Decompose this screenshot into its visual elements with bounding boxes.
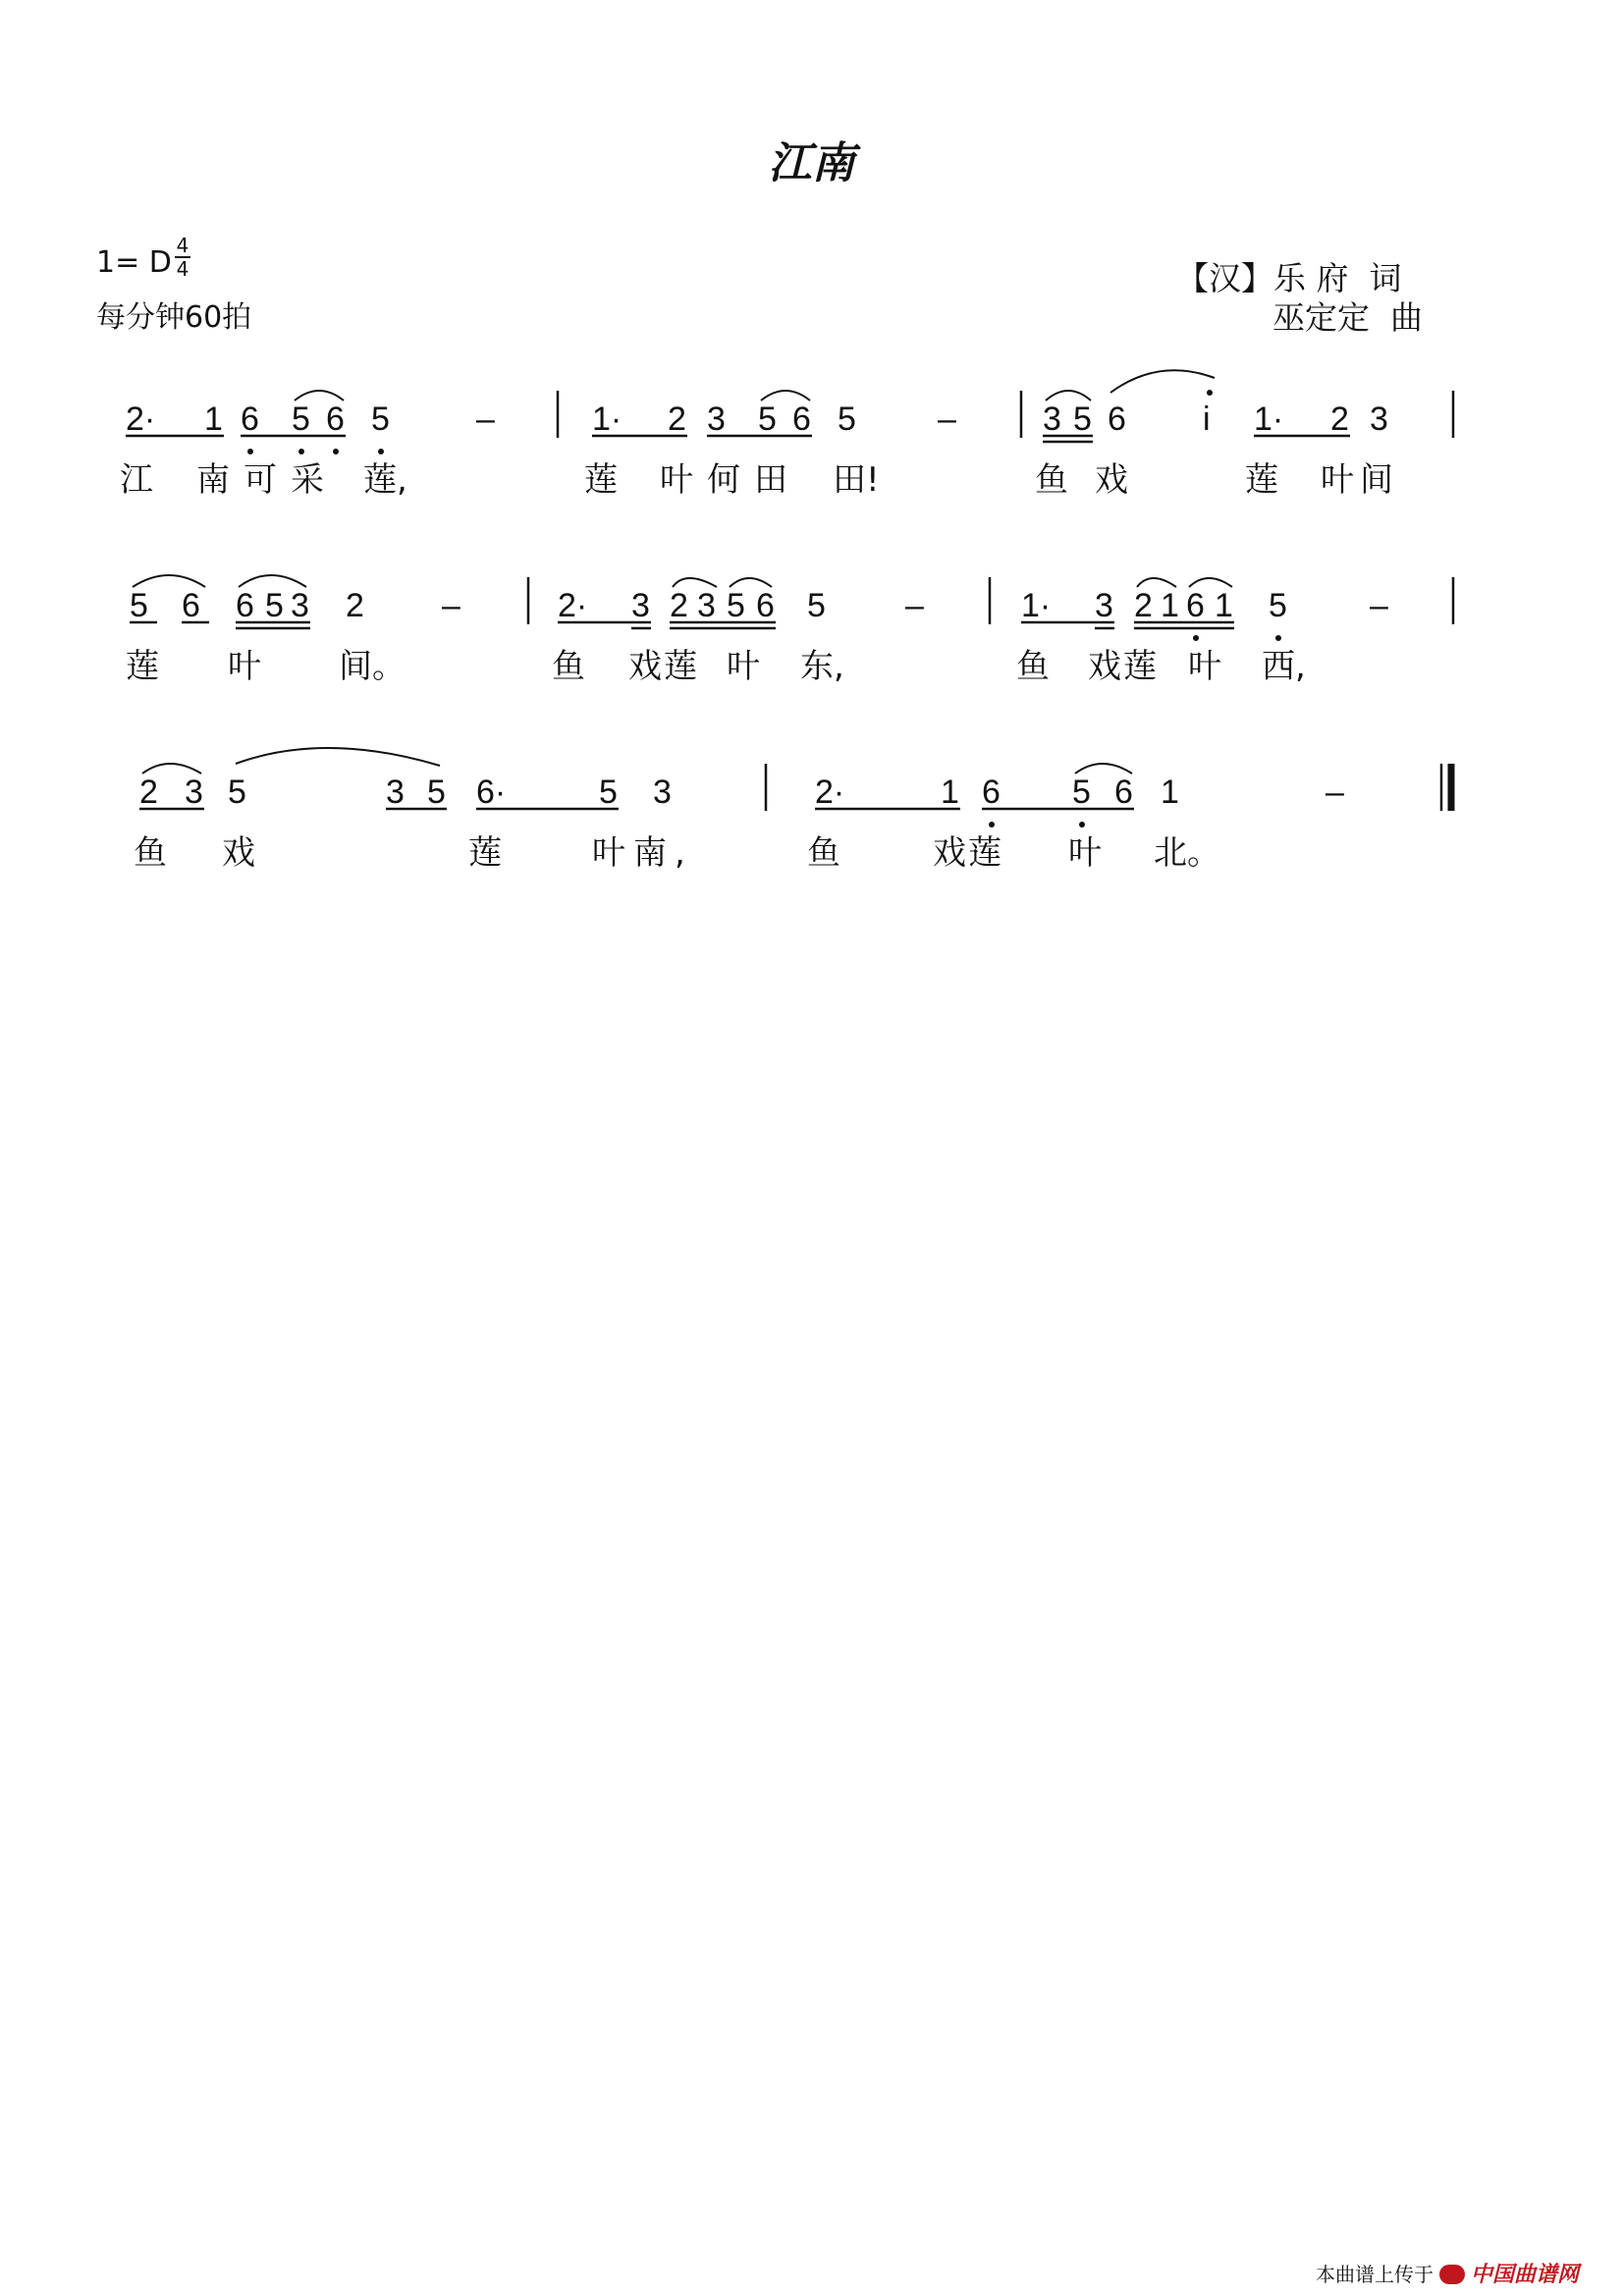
dash: – bbox=[1370, 587, 1388, 624]
note: 6 bbox=[756, 587, 775, 624]
note: 5 bbox=[130, 587, 148, 624]
footer-text: 本曲谱上传于 bbox=[1316, 2263, 1434, 2286]
note: 5 bbox=[758, 400, 777, 438]
lyric: 莲 bbox=[468, 833, 502, 873]
system-2 bbox=[126, 575, 1453, 686]
barlines bbox=[558, 391, 1453, 438]
note: 5 bbox=[1073, 400, 1092, 438]
lyric: 莲, bbox=[363, 460, 407, 500]
note: 1· bbox=[1021, 587, 1052, 624]
underlines bbox=[130, 622, 1234, 628]
note: 2 bbox=[670, 587, 688, 624]
composer-credit: 巫定定 曲 bbox=[1272, 298, 1423, 337]
lyric: 南可采 bbox=[196, 460, 338, 500]
note: 2 bbox=[346, 587, 364, 624]
system-1 bbox=[120, 370, 1453, 500]
key-signature: 1= D bbox=[96, 245, 172, 280]
note: 2 bbox=[1134, 587, 1153, 624]
lyric: 鱼 bbox=[807, 833, 840, 873]
lyric: 叶 bbox=[727, 647, 760, 686]
lyric: 戏 bbox=[222, 833, 255, 873]
note: 1 bbox=[1161, 587, 1179, 624]
lyric: 东, bbox=[800, 647, 844, 686]
lyric: 戏莲 bbox=[1088, 647, 1159, 686]
note: 5 bbox=[1269, 587, 1287, 624]
lyric: 西, bbox=[1262, 647, 1306, 686]
slurs bbox=[295, 370, 1215, 400]
note: 2· bbox=[815, 774, 845, 811]
note: i bbox=[1203, 400, 1211, 438]
note: 3 bbox=[386, 774, 405, 811]
lyric: 叶南, bbox=[592, 833, 693, 873]
note: 6 bbox=[182, 587, 200, 624]
note: 5 bbox=[1072, 774, 1091, 811]
note: 3 bbox=[1043, 400, 1061, 438]
barlines bbox=[528, 577, 1453, 624]
note: 6 bbox=[982, 774, 1001, 811]
note: 1· bbox=[1254, 400, 1284, 438]
lyric: 鱼 bbox=[134, 833, 167, 873]
lyric: 莲 bbox=[584, 460, 618, 500]
song-title: 江南 bbox=[768, 138, 855, 188]
lyric: 莲 bbox=[126, 647, 159, 686]
dash: – bbox=[938, 400, 956, 438]
tempo-marking: 每分钟60拍 bbox=[96, 300, 252, 335]
octave-dots bbox=[1193, 635, 1281, 641]
lyric: 鱼 bbox=[552, 647, 585, 686]
note: 5 bbox=[599, 774, 618, 811]
lyric: 叶 bbox=[1188, 647, 1221, 686]
note: 3 bbox=[1370, 400, 1388, 438]
note: 1· bbox=[592, 400, 622, 438]
note: 2 bbox=[139, 774, 158, 811]
note: 3 bbox=[185, 774, 203, 811]
note: 3 bbox=[653, 774, 672, 811]
lyric: 叶间 bbox=[1321, 460, 1399, 500]
note: 2 bbox=[1330, 400, 1349, 438]
note: 3 bbox=[697, 587, 716, 624]
lyric: 鱼 bbox=[1035, 460, 1068, 500]
jianpu-score bbox=[0, 0, 1623, 982]
time-signature-denominator: 4 bbox=[176, 257, 189, 281]
note: 6 bbox=[792, 400, 811, 438]
note: 6· bbox=[476, 774, 507, 811]
upload-footer bbox=[1316, 2258, 1579, 2288]
lyric: 叶 bbox=[228, 647, 261, 686]
note: 6 bbox=[1114, 774, 1133, 811]
slurs bbox=[133, 575, 1232, 587]
note: 1 bbox=[941, 774, 959, 811]
lyricist-credit: 【汉】乐 府 词 bbox=[1176, 259, 1402, 297]
note: 2· bbox=[126, 400, 156, 438]
lyric: 戏莲 bbox=[933, 833, 1003, 873]
lyric: 戏 bbox=[1095, 460, 1128, 500]
note: 5 bbox=[807, 587, 826, 624]
lyric: 江 bbox=[120, 460, 153, 500]
lyric: 莲 bbox=[1245, 460, 1278, 500]
note: 1 bbox=[1215, 587, 1233, 624]
dash: – bbox=[905, 587, 924, 624]
note: 3 bbox=[1095, 587, 1113, 624]
dash: – bbox=[1325, 774, 1344, 811]
site-brand[interactable]: 中国曲谱网 bbox=[1471, 2263, 1580, 2287]
site-logo-icon bbox=[1439, 2265, 1465, 2284]
note: 6 bbox=[241, 400, 259, 438]
lyric: 田! bbox=[833, 460, 880, 500]
note: 5 bbox=[292, 400, 310, 438]
note: 3 bbox=[291, 587, 309, 624]
note: 5 bbox=[265, 587, 284, 624]
note: 3 bbox=[707, 400, 726, 438]
lyric: 叶 bbox=[1068, 833, 1102, 873]
slurs bbox=[142, 748, 1132, 774]
note: 1 bbox=[1161, 774, 1179, 811]
note: 6 bbox=[326, 400, 345, 438]
dash: – bbox=[442, 587, 460, 624]
note: 5 bbox=[838, 400, 856, 438]
octave-dots bbox=[989, 822, 1085, 828]
note: 5 bbox=[228, 774, 246, 811]
lyric: 戏莲 bbox=[628, 647, 699, 686]
time-signature-numerator: 4 bbox=[176, 234, 189, 257]
note: 3 bbox=[631, 587, 650, 624]
lyric: 叶何田 bbox=[660, 460, 801, 500]
octave-dots bbox=[247, 390, 1213, 454]
note: 5 bbox=[427, 774, 446, 811]
system-3 bbox=[134, 748, 1451, 873]
note: 6 bbox=[1108, 400, 1126, 438]
barlines bbox=[766, 764, 1451, 811]
note: 5 bbox=[727, 587, 745, 624]
note: 6 bbox=[1186, 587, 1205, 624]
note: 2· bbox=[558, 587, 588, 624]
note: 2 bbox=[668, 400, 686, 438]
lyric: 北。 bbox=[1154, 833, 1220, 873]
dash: – bbox=[476, 400, 495, 438]
lyric: 鱼 bbox=[1016, 647, 1050, 686]
lyric: 间。 bbox=[339, 647, 406, 686]
note: 5 bbox=[371, 400, 390, 438]
note: 6 bbox=[236, 587, 254, 624]
note: 1 bbox=[204, 400, 223, 438]
underlines bbox=[126, 436, 1350, 442]
